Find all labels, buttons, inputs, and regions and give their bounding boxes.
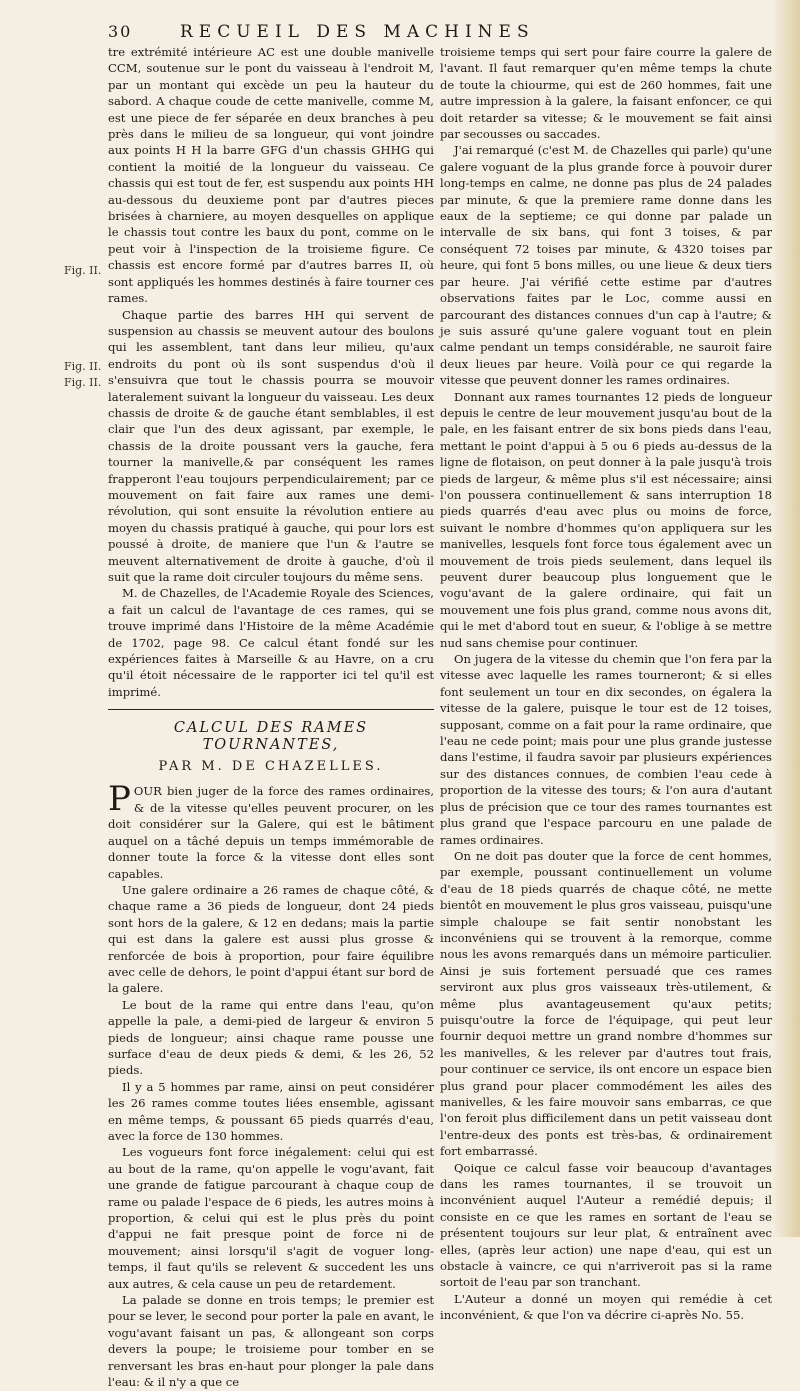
right-column [440, 44, 772, 1324]
paragraph: Chaque partie des barres HH qui servent de suspension au chassis se meuvent autour des boulons qui les assemblent, tant dans leur milieu, qu'aux endroits du pont où ils sont suspendus d'où il s'ensuivra que tout le chassis pourra se mouvoir lateralement suivant la longueur du vaisseau. Les deux chassis de droite & de gauche étant semblables, il est clair que l'un des deux agissant, par exemple, le chassis de la droite poussant vers la gauche, fera tourner la manivelle,& par conséquent les rames frapperont l'eau toujours perpendiculairement; par ce mouvement on fait faire aux rames une demi-révolution, qui sont ensuite la révolution entiere au moyen du chassis pratiqué à gauche, qui pour lors est poussé à droite, de maniere que l'un & l'autre se meuvent alternativement de droite à gauche, d'où il suit que la rame doit circuler toujours du même sens. [108, 307, 434, 584]
paragraph: tre extrémité intérieure AC est une double manivelle CCM, soutenue sur le pont du vaisseau à l'endroit M, par un montant qui excède un peu la hauteur du sabord. A chaque coude de cette manivelle, comme M, est une piece de fer séparée en deux branches à peu près dans le milieu de sa longueur, qui vont joindre aux points H H la barre GFG d'un chassis GHHG qui contient la moitié de la longueur du vaisseau. Ce chassis qui est tout de fer, est suspendu aux points HH au-dessous du deuxieme pont par d'autres pieces brisées à charniere, au moyen desquelles on applique le chassis tout contre les baux du pont, comme on le peut voir à l'inspection de la troisieme figure. Ce chassis est encore formé par d'autres barres II, où sont appliqués les hommes destinés à faire tourner ces rames. [108, 45, 434, 306]
page-header [108, 22, 768, 44]
paragraph: La palade se donne en trois temps; le premier est pour se lever, le second pour porter la pale en avant, le vogu'avant faisant un pas, & allongeant son corps devers la poupe; le troisieme pour tomber en se renversant les bras en-haut pour plonger la pale dans l'eau: & il n'y a que ce [108, 1293, 434, 1390]
figure-ref-note: Fig. II. [64, 264, 102, 277]
left-column [108, 44, 434, 1391]
paragraph: troisieme temps qui sert pour faire courre la galere de l'avant. Il faut remarquer qu'en même temps la chute de toute la chiourme, qui est de 260 hommes, fait une autre impression à la galere, la faisant enfoncer, ce qui doit retarder sa vitesse; & le mouvement se fait ainsi par secousses ou saccades. [440, 45, 772, 142]
drop-cap: P [108, 779, 131, 820]
section-divider [108, 709, 434, 710]
paragraph: Une galere ordinaire a 26 rames de chaque côté, & chaque rame a 36 pieds de longueur, dont 24 pieds sont hors de la galere, & 12 en dedans; mais la partie qui est dans la galere est aussi plus grosse & renforcée de bois à proportion, pour faire équilibre avec celle de dehors, le point d'appui étant sur bord de la galere. [108, 882, 434, 996]
figure-ref-note: Fig. II. [64, 376, 102, 389]
paragraph: Les vogueurs font force inégalement: celui qui est au bout de la rame, qu'on appelle le vogu'avant, fait une grande de fatigue parcourant à chaque coup de rame ou palade l'espace de 6 pieds, les autres moins à proportion, & celui qui est le plus près du point d'appui ne fait presque point de force ni de mouvement; ainsi lorsqu'il s'agit de voguer long-temps, il faut qu'ils se relevent & succedent les uns aux autres, & cela cause un peu de retardement. [108, 1145, 434, 1291]
running-title: RECUEIL DES MACHINES [180, 22, 535, 42]
paragraph: Il y a 5 hommes par rame, ainsi on peut considérer les 26 rames comme toutes liées ensemble, agissant en même temps, & poussant 65 pieds quarrés d'eau, avec la force de 130 hommes. [108, 1079, 434, 1143]
section-author: PAR M. DE CHAZELLES. [158, 759, 384, 775]
paragraph: On ne doit pas douter que la force de cent hommes, par exemple, poussant continuellement un volume d'eau de 18 pieds quarrés de chaque côté, ne mette bientôt en mouvement le plus gros vaisseau, puisqu'une simple chaloupe se fait sentir nonobstant les inconvéniens qui se trouvent à la remorque, comme nous les avons remarqués dans un mémoire particulier. Ainsi je suis fortement persuadé que ces rames serviront aux plus gros vaisseaux très-utilement, & même plus avantageusement qu'aux petits; puisqu'outre la force de l'équipage, qui peut leur fournir dequoi mettre un grand nombre d'hommes sur les manivelles, & les relever par d'autres tout frais, pour continuer ce service, ils ont encore un espace bien plus grand pour placer commodément les ailes des manivelles, & les faire mouvoir sans embarras, ce que l'on feroit plus difficilement dans un petit vaisseau dont l'entre-deux des ponts est très-bas, & ordinairement fort embarrassé. [440, 848, 772, 1159]
paragraph: Qoique ce calcul fasse voir beaucoup d'avantages dans les rames tournantes, il se trouvoit un inconvénient auquel l'Auteur a remédié depuis; il consiste en ce que les rames en sortant de l'eau se présentent toujours sur leur plat, & entraînent avec elles, (après leur action) une nape d'eau, qui est un obstacle à vaincre, ce qui n'arriveroit pas si la rame sortoit de l'eau par son tranchant. [440, 1160, 772, 1290]
paragraph: J'ai remarqué (c'est M. de Chazelles qui parle) qu'une galere voguant de la plus grande force à pouvoir durer long-temps en calme, ne donne pas plus de 24 palades par minute, & que la premiere rame donne dans les eaux de la septieme; ce qui donne par palade un intervalle de six bans, qui font 3 toises, & par conséquent 72 toises par minute, & 4320 toises par heure, qui font 5 bons milles, ou une lieue & deux tiers par heure. J'ai vérifié cette estime par d'autres observations faites par le Loc, comme aussi en parcourant des distances connues d'un cap à l'autre; & je suis assuré qu'une galere voguant tout en plein calme pendant un temps considérable, ne sauroit faire deux lieues par heure. Voilà pour ce qui regarde la vitesse que peuvent donner les rames ordinaires. [440, 143, 772, 388]
paragraph [108, 779, 434, 881]
figure-ref-note: Fig. II. [64, 360, 102, 373]
page-number: 30 [108, 22, 133, 41]
paragraph: Le bout de la rame qui entre dans l'eau, qu'on appelle la pale, a demi-pied de largeur & environ 5 pieds de longueur; ainsi chaque rame pousse une surface d'eau de deux pieds & demi, & les 26, 52 pieds. [108, 997, 434, 1078]
paragraph: On jugera de la vitesse du chemin que l'on fera par la vitesse avec laquelle les rames tourneront; & si elles font seulement un tour en dix secondes, on égalera la vitesse de la galere, puisque le tour est de 12 toises, supposant, comme on a fait pour la rame ordinaire, que l'eau ne cede point; mais pour une plus grande justesse dans l'estime, il faudra savoir par plusieurs expériences sur des distances connues, de combien l'eau cede à proportion de la vitesse des tours; & l'on aura d'autant plus de précision que ce tour des rames tournantes est plus grand que l'espace parcouru en une palade de rames ordinaires. [440, 652, 772, 847]
paragraph: Donnant aux rames tournantes 12 pieds de longueur depuis le centre de leur mouvement jusqu'au bout de la pale, en les faisant entrer de six bons pieds dans l'eau, mettant le point d'appui à 5 ou 6 pieds au-dessus de la ligne de flotaison, on peut donner à la pale jusqu'à trois pieds de largeur, & même plus s'il est nécessaire; ainsi l'on poussera continuellement & sans interruption 18 pieds quarrés d'eau avec plus ou moins de force, suivant le nombre d'hommes qu'on appliquera sur les manivelles, lesquels font force tous également avec un mouvement de trois pieds seulement, dans lequel ils peuvent durer beaucoup plus longuement que le vogu'avant de la galere ordinaire, qui fait un mouvement une fois plus grand, comme nous avons dit, qui le met d'abord tout en sueur, & l'oblige à se mettre nud sans chemise pour continuer. [440, 389, 772, 650]
section-title: CALCUL DES RAMES TOURNANTES, [173, 720, 369, 753]
paragraph-text: OUR bien juger de la force des rames ordinaires, & de la vitesse qu'elles peuvent procurer, on les doit considérer sur la Galere, qui est le bâtiment auquel on a tâché depuis un temps immémorable de donner toute la force & la vitesse dont elles sont capables. [108, 784, 434, 881]
paragraph: L'Auteur a donné un moyen qui remédie à cet inconvénient, & que l'on va décrire ci-après No. 55. [440, 1291, 772, 1323]
page-edge-stain [772, 0, 800, 1237]
paragraph: M. de Chazelles, de l'Academie Royale des Sciences, a fait un calcul de l'avantage de ces rames, qui se trouve imprimé dans l'Histoire de la même Académie de 1702, page 98. Ce calcul étant fondé sur les expériences faites à Marseille & au Havre, on a cru qu'il étoit nécessaire de le rapporter ici tel qu'il est imprimé. [108, 586, 434, 699]
